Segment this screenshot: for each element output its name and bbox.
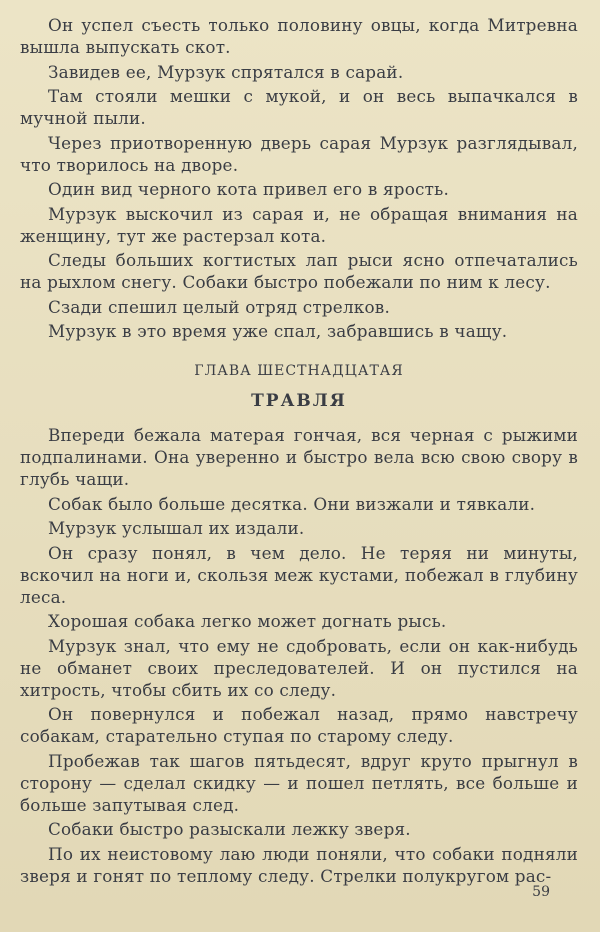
paragraph: Пробежав так шагов пятьдесят, вдруг круто прыгнул в сторону — сделал скидку — и пошел петлять, все больше и больше запутывая след. [20, 750, 578, 815]
paragraph: Он сразу понял, в чем дело. Не теряя ни минуты, вскочил на ноги и, скользя меж кустами, побежал в глубину леса. [20, 542, 578, 607]
paragraph: Мурзук знал, что ему не сдобровать, если он как-нибудь не обманет своих преследователей. И он пустился на хитрость, чтобы сбить их со следу. [20, 635, 578, 700]
paragraph: Он успел съесть только половину овцы, когда Митревна вышла выпускать скот. [20, 15, 578, 57]
chapter-heading: ГЛАВА ШЕСТНАДЦАТАЯ [194, 363, 404, 379]
paragraph: По их неистовому лаю люди поняли, что собаки подняли зверя и гонят по теплому следу. Стрелки полукругом рас- [20, 843, 578, 886]
paragraph: Впереди бежала матерая гончая, вся черная с рыжими подпалинами. Она уверенно и быстро вела всю свою свору в глубь чащи. [20, 425, 578, 489]
paragraph: Мурзук услышал их издали. [48, 518, 305, 538]
paragraph: Один вид черного кота привел его в ярость. [48, 179, 450, 199]
page-text [20, 14, 578, 889]
paragraph: Следы больших когтистых лап рыси ясно отпечатались на рыхлом снегу. Собаки быстро побежали по ним к лесу. [20, 250, 578, 292]
paragraph: Завидев ее, Мурзук спрятался в сарай. [48, 61, 404, 82]
paragraph: Мурзук в это время уже спал, забравшись в чащу. [48, 321, 508, 341]
paragraph: Там стояли мешки с мукой, и он весь выпачкался в мучной пыли. [20, 86, 578, 128]
paragraph: Собаки быстро разыскали лежку зверя. [48, 819, 411, 839]
paragraph: Мурзук выскочил из сарая и, не обращая внимания на женщину, тут же растерзал кота. [20, 203, 578, 246]
paragraph: Хорошая собака легко может догнать рысь. [48, 611, 447, 631]
paragraph: Собак было больше десятка. Они визжали и тявкали. [48, 493, 536, 514]
paragraph: Он повернулся и побежал назад, прямо навстречу собакам, старательно ступая по старому следу. [20, 704, 578, 746]
chapter-title: ТРАВЛЯ [251, 391, 347, 411]
paragraph: Сзади спешил целый отряд стрелков. [48, 296, 390, 317]
paragraph: Через приотворенную дверь сарая Мурзук разглядывал, что творилось на дворе. [20, 132, 578, 175]
page-number: 59 [532, 884, 550, 900]
